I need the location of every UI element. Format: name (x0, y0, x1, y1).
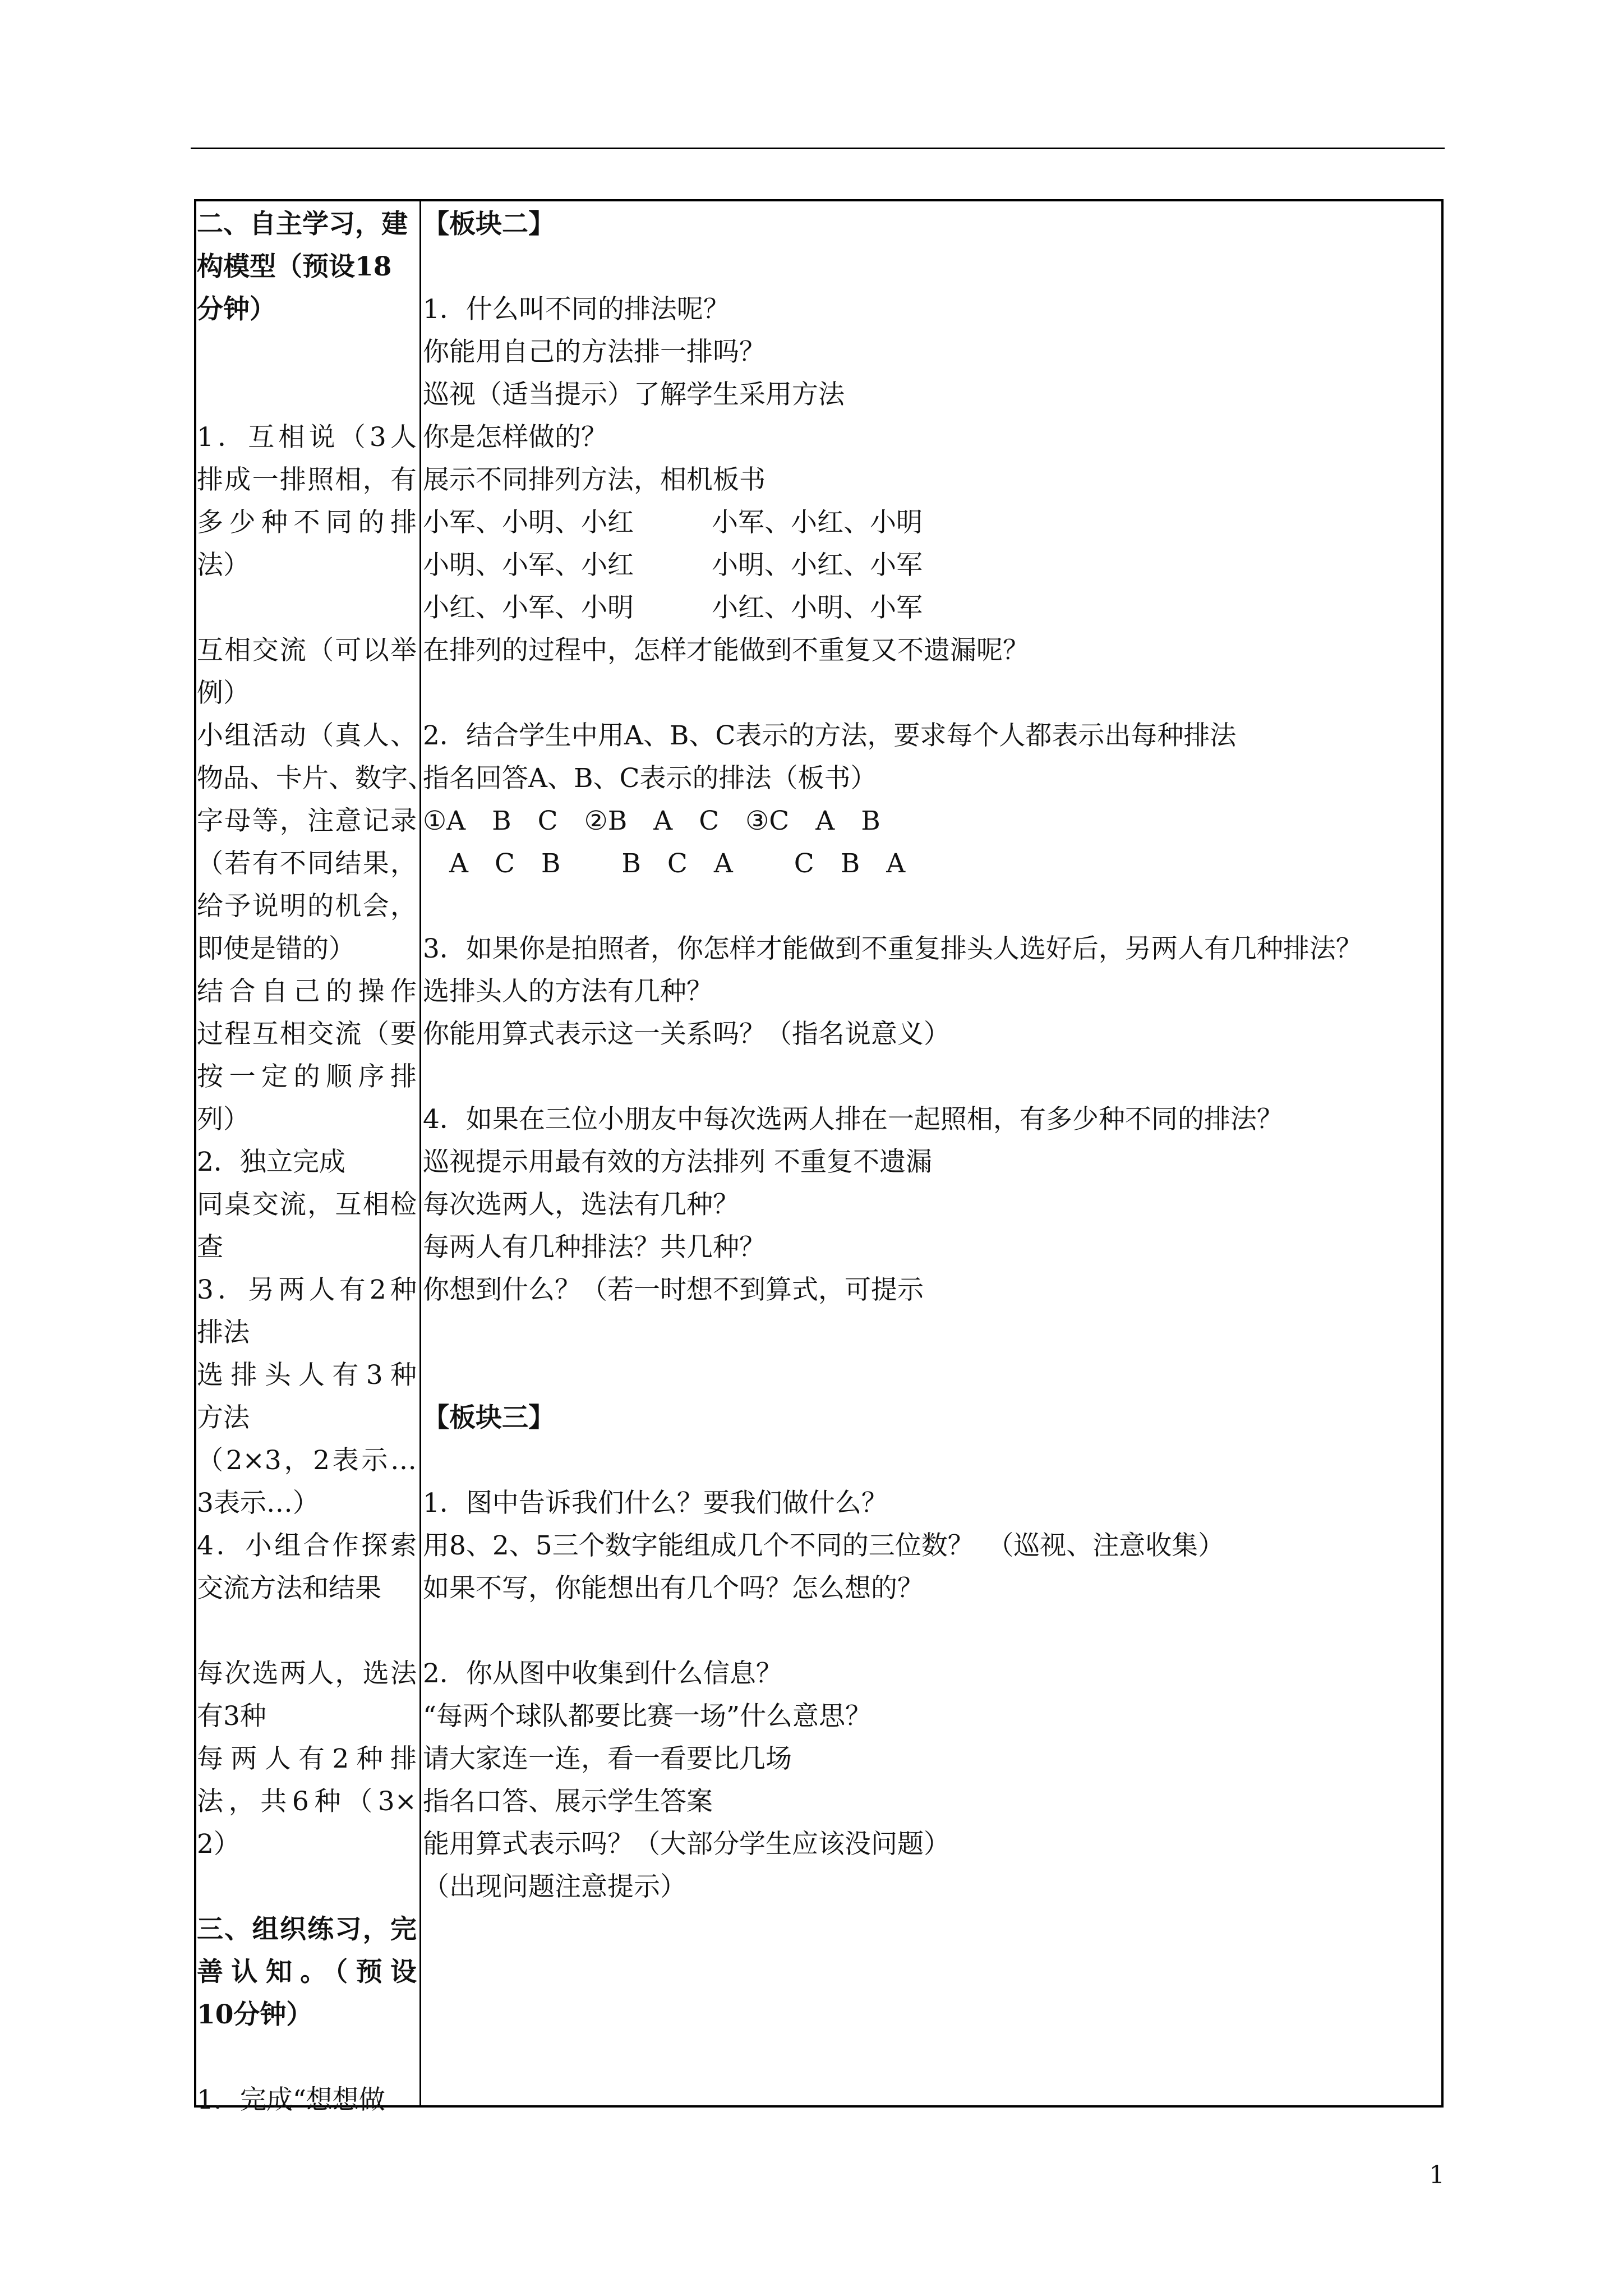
activity-line: 字母等，注意记录 (197, 806, 417, 836)
activity-line: 法，共6种（3× (197, 1786, 417, 1817)
column-divider (419, 199, 421, 2108)
activity-line: 即使是错的） (197, 933, 355, 964)
activity-line: 排法 (197, 1317, 250, 1348)
activity-line: 方法 (197, 1402, 250, 1433)
activity-line: 法） (197, 550, 250, 581)
arrangement-cell: 小军、小红、小明 (712, 507, 923, 538)
guidance-line: 巡视（适当提示）了解学生采用方法 (423, 379, 845, 410)
guidance-line: 每两人有几种排法？共几种？ (423, 1232, 766, 1263)
guidance-line: 你能用自己的方法排一排吗？ (423, 337, 766, 367)
activity-line: 4．小组合作探索 (197, 1530, 417, 1561)
activity-line: 每两人有2种排 (197, 1743, 417, 1774)
activity-line: 同桌交流，互相检 (197, 1189, 417, 1220)
section3-title-line: 三、组织练习，完 (197, 1914, 417, 1945)
arrangement-cell: 小明、小军、小红 (423, 550, 634, 581)
activity-line: 有3种 (197, 1701, 266, 1732)
guidance-line: 指名口答、展示学生答案 (423, 1786, 713, 1817)
activity-line: 2．独立完成 (197, 1147, 345, 1177)
activity-line: 互相交流（可以举 (197, 635, 417, 666)
guidance-line: 请大家连一连，看一看要比几场 (423, 1743, 792, 1774)
section3-title-line: 善认知。（预设 (197, 1957, 417, 1987)
activity-line: 1．完成“想想做 (197, 2085, 385, 2115)
activity-line: （若有不同结果， (197, 848, 417, 879)
block2-title: 【板块二】 (423, 209, 555, 240)
activity-line: 物品、卡片、数字、 (197, 763, 434, 794)
section3-title-line: 10分钟） (197, 1999, 313, 2030)
guidance-line: 展示不同排列方法，相机板书 (423, 464, 766, 495)
guidance-line: 2．结合学生中用A、B、C表示的方法，要求每个人都表示出每种排法 (423, 720, 1237, 751)
activity-line: 给予说明的机会， (197, 891, 417, 922)
guidance-line: 如果不写，你能想出有几个吗？怎么想的？ (423, 1573, 924, 1604)
guidance-line: “每两个球队都要比赛一场”什么意思？ (423, 1701, 872, 1732)
page-number: 1 (1429, 2161, 1445, 2189)
guidance-line: 4．如果在三位小朋友中每次选两人排在一起照相，有多少种不同的排法？ (423, 1104, 1283, 1135)
activity-line: 过程互相交流（要 (197, 1019, 417, 1050)
header-rule (191, 148, 1445, 149)
activity-line: 多少种不同的排 (197, 507, 417, 538)
guidance-line: 选排头人的方法有几种？ (423, 976, 713, 1007)
section2-title-line: 二、自主学习，建 (197, 209, 408, 240)
activity-line: 2） (197, 1829, 240, 1860)
activity-line: 列） (197, 1104, 250, 1135)
block3-title: 【板块三】 (423, 1402, 555, 1433)
activity-line: 小组活动（真人、 (197, 720, 417, 751)
guidance-line: 1．什么叫不同的排法呢？ (423, 294, 730, 325)
activity-line: 3表示…） (197, 1488, 319, 1519)
arrangement-cell: 小红、小明、小军 (712, 592, 923, 623)
section2-title-line: 分钟） (197, 294, 276, 325)
activity-line: 按一定的顺序排 (197, 1061, 417, 1092)
activity-line: 交流方法和结果 (197, 1573, 381, 1604)
guidance-line: 3．如果你是拍照者，你怎样才能做到不重复排头人选好后，另两人有几种排法？ (423, 933, 1362, 964)
guidance-line: 指名回答A、B、C表示的排法（板书） (423, 763, 877, 794)
abc-arrangement-line: A C B B C A C B A (423, 848, 906, 879)
activity-line: 结合自己的操作 (197, 976, 417, 1007)
activity-line: 排成一排照相，有 (197, 464, 417, 495)
guidance-line: 每次选两人，选法有几种？ (423, 1189, 739, 1220)
guidance-line: （出现问题注意提示） (423, 1871, 686, 1902)
activity-line: 每次选两人，选法 (197, 1658, 417, 1689)
guidance-line: 2．你从图中收集到什么信息？ (423, 1658, 782, 1689)
guidance-line: 用8、2、5三个数字能组成几个不同的三位数？ （巡视、注意收集） (423, 1530, 1225, 1561)
student-activity-column (197, 203, 434, 2122)
activity-line: 查 (197, 1232, 223, 1263)
arrangement-cell: 小军、小明、小红 (423, 507, 634, 538)
guidance-line: 你想到什么？（若一时想不到算式，可提示 (423, 1274, 924, 1305)
activity-line: 例） (197, 678, 250, 708)
guidance-line: 你是怎样做的？ (423, 422, 607, 453)
guidance-line: 在排列的过程中，怎样才能做到不重复又不遗漏呢？ (423, 635, 1029, 666)
arrangement-cell: 小明、小红、小军 (712, 550, 923, 581)
teacher-guidance-column (423, 203, 1441, 1908)
activity-line: 选排头人有3种 (197, 1360, 417, 1391)
guidance-line: 1．图中告诉我们什么？要我们做什么？ (423, 1488, 888, 1519)
arrangement-row (423, 501, 1441, 544)
arrangement-row (423, 587, 1441, 629)
activity-line: 1．互相说（3人 (197, 422, 417, 453)
activity-line: 3．另两人有2种 (197, 1274, 417, 1305)
guidance-line: 你能用算式表示这一关系吗？（指名说意义） (423, 1019, 950, 1050)
abc-arrangement-line: ①A B C ②B A C ③C A B (423, 806, 880, 836)
guidance-line: 巡视提示用最有效的方法排列 不重复不遗漏 (423, 1147, 932, 1177)
activity-line: （2×3，2表示… (197, 1445, 417, 1476)
section2-title-line: 构模型（预设18 (197, 251, 392, 282)
arrangement-row (423, 544, 1441, 587)
arrangement-cell: 小红、小军、小明 (423, 592, 634, 623)
guidance-line: 能用算式表示吗？（大部分学生应该没问题） (423, 1829, 950, 1860)
